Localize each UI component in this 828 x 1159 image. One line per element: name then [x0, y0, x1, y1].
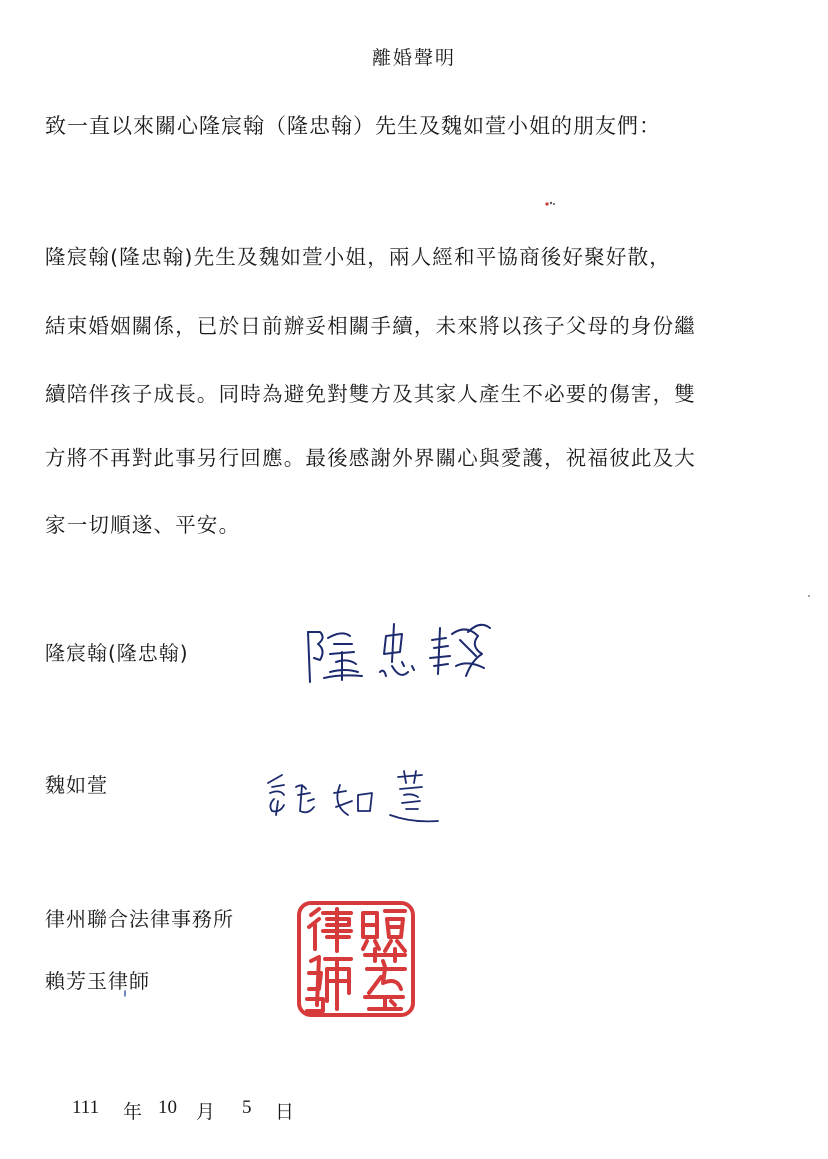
body-line: 隆宸翰(隆忠翰)先生及魏如萱小姐，兩人經和平協商後好聚好散，: [45, 245, 671, 269]
body-line: 續陪伴孩子成長。同時為避免對雙方及其家人產生不必要的傷害，雙: [45, 382, 696, 406]
date-day-unit: 日: [275, 1102, 295, 1123]
greeting-line: 致一直以來關心隆宸翰（隆忠翰）先生及魏如萱小姐的朋友們：: [45, 114, 661, 138]
ink-tick: [122, 990, 128, 998]
signatory-name-1: 隆宸翰(隆忠翰): [45, 641, 189, 665]
ink-dot: [806, 593, 812, 599]
date-month: 10: [158, 1097, 177, 1118]
ink-speck: [540, 197, 560, 209]
signatory-name-2: 魏如萱: [45, 773, 108, 797]
lawyer-name: 賴芳玉律師: [45, 969, 150, 993]
handwritten-signature-2: [262, 765, 452, 835]
body-line: 家一切順遂、平安。: [45, 513, 241, 537]
document-title: 離婚聲明: [371, 47, 456, 69]
date-year: 111: [72, 1097, 100, 1118]
date-year-unit: 年: [123, 1102, 143, 1123]
body-line: 方將不再對此事另行回應。最後感謝外界關心與愛護，祝福彼此及大: [45, 446, 696, 470]
law-firm-name: 律州聯合法律事務所: [45, 907, 234, 931]
body-line: 結束婚姻關係，已於日前辦妥相關手續，未來將以孩子父母的身份繼: [45, 314, 696, 338]
date-day: 5: [242, 1097, 252, 1118]
seal-stamp-graphic: [293, 897, 419, 1021]
handwritten-signature-1: [290, 610, 500, 690]
date-month-unit: 月: [196, 1102, 216, 1123]
lawyer-seal: [293, 897, 419, 1021]
